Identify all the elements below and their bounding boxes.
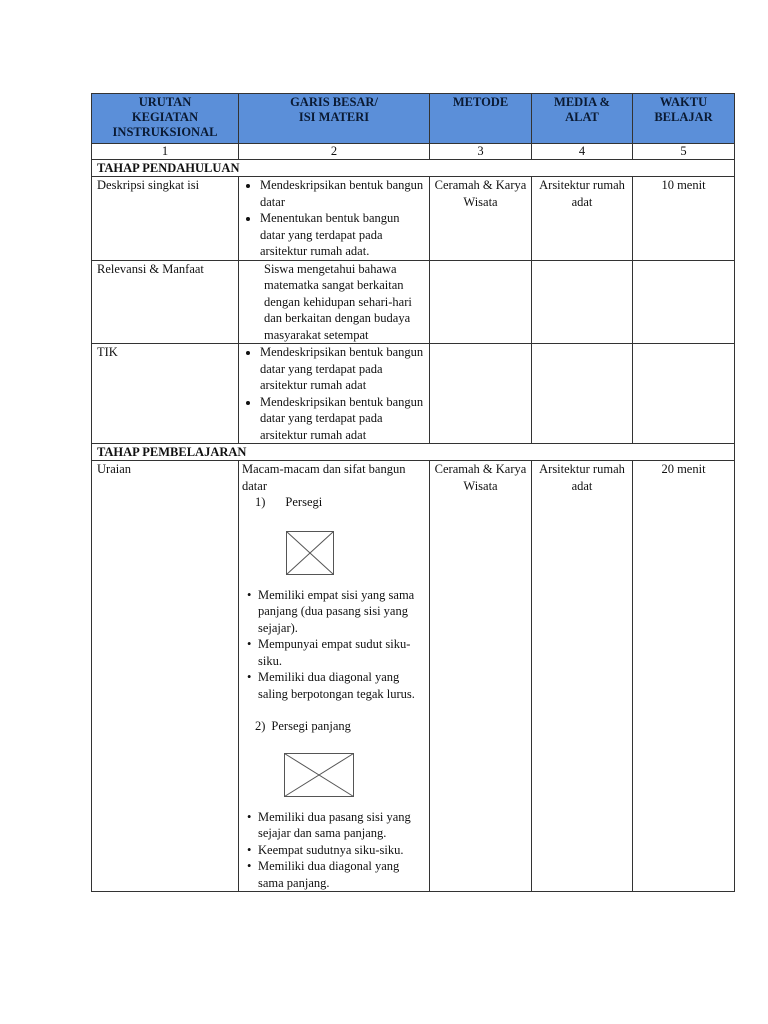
- empty-cell: [633, 260, 735, 344]
- section-row: [92, 444, 735, 461]
- time-cell: 10 menit: [633, 177, 735, 261]
- column-number: 5: [633, 144, 735, 160]
- square-image-placeholder: [242, 523, 426, 583]
- item-number: 1): [255, 495, 266, 509]
- table-row: [92, 344, 735, 444]
- table-row: [92, 177, 735, 261]
- rectangle-image-placeholder: [242, 745, 426, 805]
- header-garis-besar: GARIS BESAR/ ISI MATERI: [239, 94, 430, 144]
- list-item: • Memiliki dua diagonal yang sama panjang.: [258, 858, 426, 891]
- column-number: 1: [92, 144, 239, 160]
- table-row: [92, 260, 735, 344]
- list-item: • Memiliki empat sisi yang sama panjang (dua pasang sisi yang sejajar).: [258, 587, 426, 637]
- header-media: MEDIA & ALAT: [532, 94, 633, 144]
- activity-cell: Relevansi & Manfaat: [92, 260, 239, 344]
- relevance-text: Siswa mengetahui bahawa matematka sangat berkaitan dengan kehidupan sehari-hari dan berkaitan dengan budaya masyarakat setempat: [264, 261, 412, 342]
- subheading-persegi-panjang: [242, 718, 426, 735]
- list-item: • Memiliki dua diagonal yang saling berpotongan tegak lurus.: [258, 669, 426, 702]
- empty-cell: [633, 344, 735, 444]
- empty-cell: [532, 260, 633, 344]
- uraian-intro: Macam-macam dan sifat bangun datar: [242, 462, 406, 493]
- media-cell: Arsitektur rumah adat: [532, 461, 633, 892]
- content-cell: [239, 260, 430, 344]
- activity-cell: Deskripsi singkat isi: [92, 177, 239, 261]
- lesson-plan-table: [91, 93, 735, 892]
- list-item: • Menentukan bentuk bangun datar yang terdapat pada arsitektur rumah adat.: [260, 210, 426, 260]
- content-cell: [239, 177, 430, 261]
- empty-cell: [532, 344, 633, 444]
- list-item: • Mendeskripsikan bentuk bangun datar: [260, 177, 426, 210]
- column-number: 2: [239, 144, 430, 160]
- item-number: 2): [255, 719, 266, 733]
- time-cell: 20 menit: [633, 461, 735, 892]
- item-label: Persegi panjang: [271, 719, 351, 733]
- list-item: • Keempat sudutnya siku-siku.: [258, 842, 426, 859]
- column-number: 4: [532, 144, 633, 160]
- method-cell: Ceramah & Karya Wisata: [430, 461, 532, 892]
- empty-cell: [430, 344, 532, 444]
- section-title-pembelajaran: TAHAP PEMBELAJARAN: [92, 444, 735, 461]
- list-item: • Memiliki dua pasang sisi yang sejajar dan sama panjang.: [258, 809, 426, 842]
- subheading-persegi: [242, 494, 426, 511]
- section-row: [92, 160, 735, 177]
- header-row: [92, 94, 735, 144]
- header-urutan: URUTAN KEGIATAN INSTRUKSIONAL: [92, 94, 239, 144]
- list-item: • Mendeskripsikan bentuk bangun datar yang terdapat pada arsitektur rumah adat: [260, 344, 426, 394]
- method-cell: Ceramah & Karya Wisata: [430, 177, 532, 261]
- section-title-pendahuluan: TAHAP PENDAHULUAN: [92, 160, 735, 177]
- header-metode: METODE: [430, 94, 532, 144]
- empty-cell: [430, 260, 532, 344]
- item-label: Persegi: [285, 495, 323, 509]
- document-page: [91, 93, 734, 892]
- content-cell: [239, 461, 430, 892]
- column-number-row: [92, 144, 735, 160]
- column-number: 3: [430, 144, 532, 160]
- media-cell: Arsitektur rumah adat: [532, 177, 633, 261]
- table-row: [92, 461, 735, 892]
- list-item: • Mendeskripsikan bentuk bangun datar yang terdapat pada arsitektur rumah adat: [260, 394, 426, 444]
- activity-cell: TIK: [92, 344, 239, 444]
- activity-cell: Uraian: [92, 461, 239, 892]
- header-waktu: WAKTU BELAJAR: [633, 94, 735, 144]
- content-cell: [239, 344, 430, 444]
- image-placeholder-icon: [286, 531, 334, 575]
- image-placeholder-icon: [284, 753, 354, 797]
- list-item: • Mempunyai empat sudut siku-siku.: [258, 636, 426, 669]
